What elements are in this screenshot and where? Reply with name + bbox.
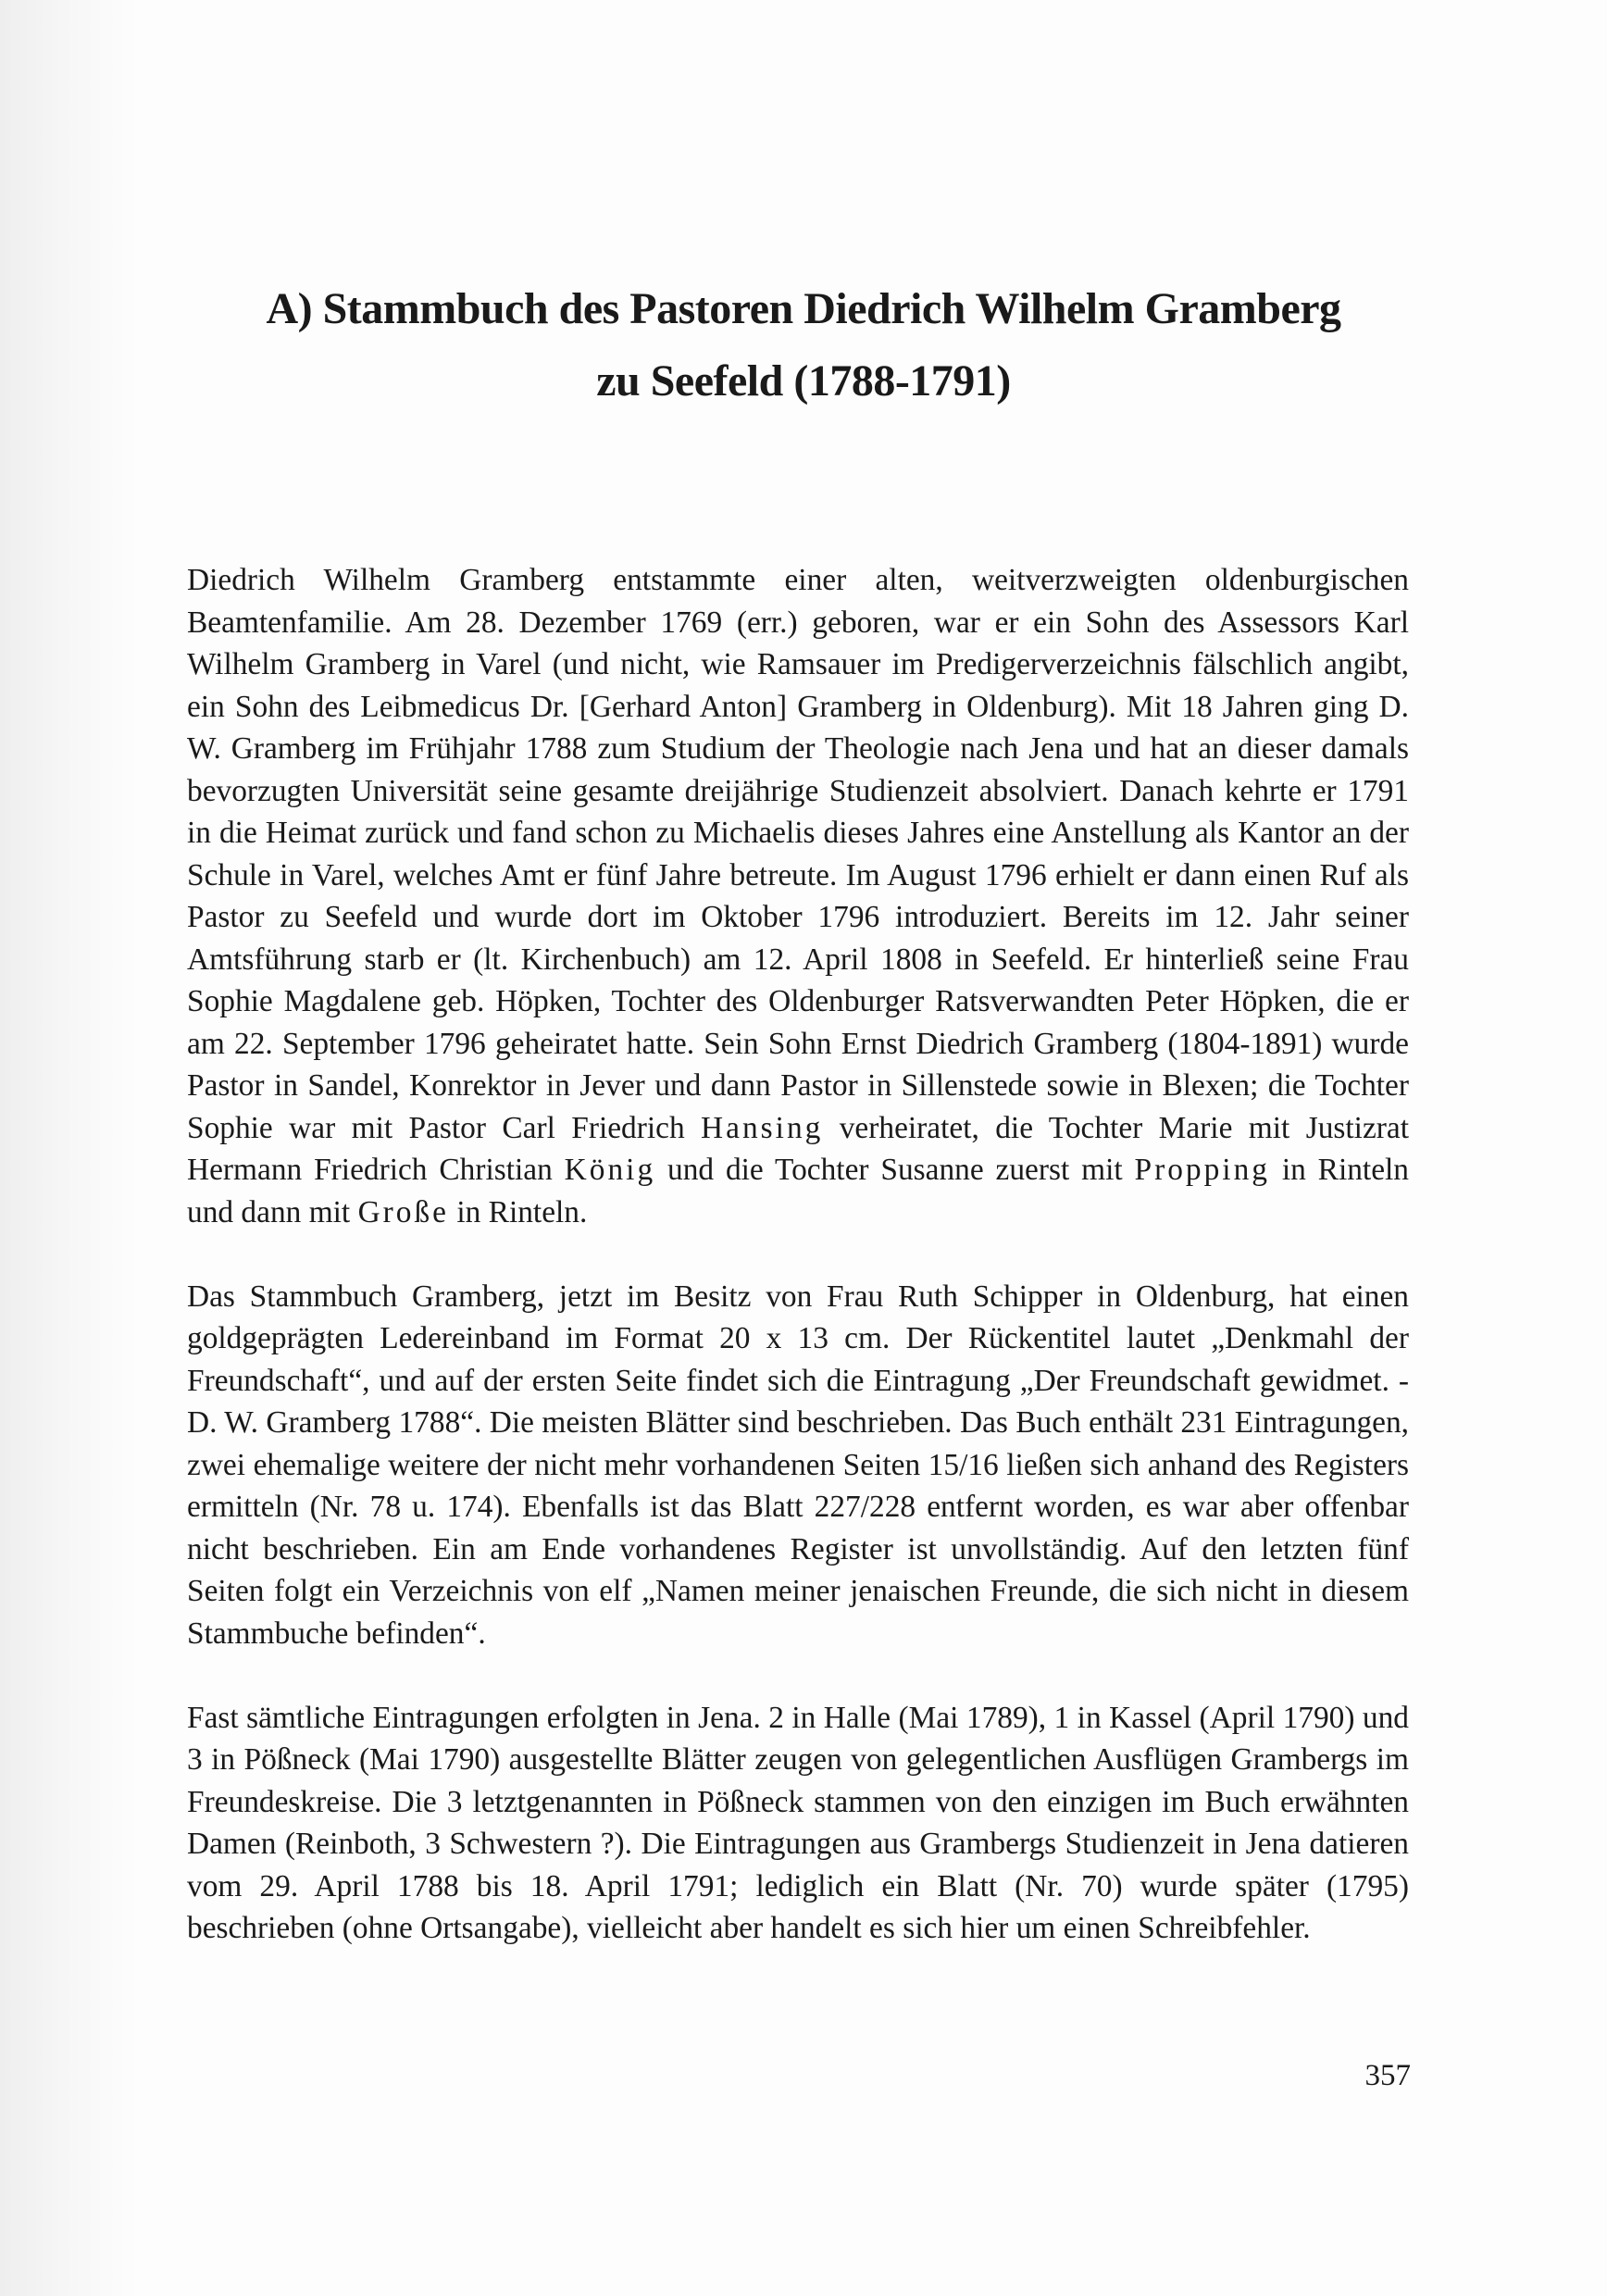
chapter-title-line-1: A) Stammbuch des Pastoren Diedrich Wilhelm Gramberg bbox=[266, 284, 1341, 333]
page-gutter-shadow bbox=[0, 0, 139, 2296]
paragraph-1-text-e: in Rinteln. bbox=[449, 1194, 588, 1229]
paragraph-1 bbox=[187, 559, 1409, 1233]
paragraph-1-text-c: und die Tochter Susanne zuerst mit bbox=[655, 1153, 1135, 1187]
chapter-title-line-2: zu Seefeld (1788-1791) bbox=[596, 356, 1011, 406]
chapter-title bbox=[139, 273, 1468, 418]
paragraph-1-text-a: Diedrich Wilhelm Gramberg entstammte einer alten, weitverzweigten oldenburgischen Beamtenfamilie. Am 28. Dezember 1769 (err.) geboren, war er ein Sohn des Assessors Karl Wilhelm Gramberg in Varel (und nicht, wie Ramsauer im Predigerverzeichnis fälschlich angibt, ein Sohn des Leibmedicus Dr. [Gerhard Anton] Gramberg in Oldenburg). Mit 18 Jahren ging D. W. Gramberg im Frühjahr 1788 zum Studium der Theologie nach Jena und hat an dieser damals bevorzugten Universität seine gesamte dreijährige Studienzeit absolviert. Danach kehrte er 1791 in die Heimat zurück und fand schon zu Michaelis dieses Jahres eine Anstellung als Kantor an der Schule in Varel, welches Amt er fünf Jahre betreute. Im August 1796 erhielt er dann einen Ruf als Pastor zu Seefeld und wurde dort im Oktober 1796 introduziert. Bereits im 12. Jahr seiner Amtsführung starb er (lt. Kirchenbuch) am 12. April 1808 in Seefeld. Er hinterließ seine Frau Sophie Magdalene geb. Höpken, Tochter des Oldenburger Ratsverwandten Peter Höpken, die er am 22. September 1796 geheiratet hatte. Sein Sohn Ernst Diedrich Gramberg (1804-1891) wurde Pastor in Sandel, Konrektor in Jever und dann Pastor in Sillenstede sowie in Blexen; die Tochter Sophie war mit Pastor Carl Friedrich bbox=[187, 563, 1409, 1145]
page-number: 357 bbox=[1364, 2059, 1411, 2092]
paragraph-1-text-b: verheiratet, die Tochter Marie mit Justizrat Hermann Friedrich Christian bbox=[187, 1110, 1409, 1187]
name-grosse: Große bbox=[357, 1194, 450, 1229]
paragraph-2: Das Stammbuch Gramberg, jetzt im Besitz von Frau Ruth Schipper in Oldenburg, hat einen goldgeprägten Ledereinband im Format 20 x 13 cm. Der Rückentitel lautet „Denkmahl der Freundschaft“, und auf der ersten Seite findet sich die Eintragung „Der Freundschaft gewidmet. - D. W. Gramberg 1788“. Die meisten Blätter sind beschrieben. Das Buch enthält 231 Eintragungen, zwei ehemalige weitere der nicht mehr vorhandenen Seiten 15/16 ließen sich anhand des Registers ermitteln (Nr. 78 u. 174). Ebenfalls ist das Blatt 227/228 entfernt worden, es war aber offenbar nicht beschrieben. Ein am Ende vorhandenes Register ist unvollständig. Auf den letzten fünf Seiten folgt ein Verzeichnis von elf „Namen meiner jenaischen Freunde, die sich nicht in diesem Stammbuche befinden“. bbox=[187, 1279, 1409, 1651]
name-propping: Propping bbox=[1134, 1153, 1270, 1187]
paragraph-3: Fast sämtliche Eintragungen erfolgten in Jena. 2 in Halle (Mai 1789), 1 in Kassel (April 1790) und 3 in Pößneck (Mai 1790) ausgestellte Blätter zeugen von gelegentlichen Ausflügen Grambergs im Freundeskreise. Die 3 letztgenannten in Pößneck stammen von den einzigen im Buch erwähnten Damen (Reinboth, 3 Schwestern ?). Die Eintragungen aus Grambergs Studienzeit in Jena datieren vom 29. April 1788 bis 18. April 1791; lediglich ein Blatt (Nr. 70) wurde später (1795) beschrieben (ohne Ortsangabe), vielleicht aber handelt es sich hier um einen Schreibfehler. bbox=[187, 1700, 1409, 1945]
name-koenig: König bbox=[564, 1153, 656, 1187]
name-hansing: Hansing bbox=[701, 1110, 824, 1145]
body-text bbox=[187, 559, 1409, 1950]
paragraph-1-text-d: in Rinteln und dann mit bbox=[187, 1153, 1409, 1229]
